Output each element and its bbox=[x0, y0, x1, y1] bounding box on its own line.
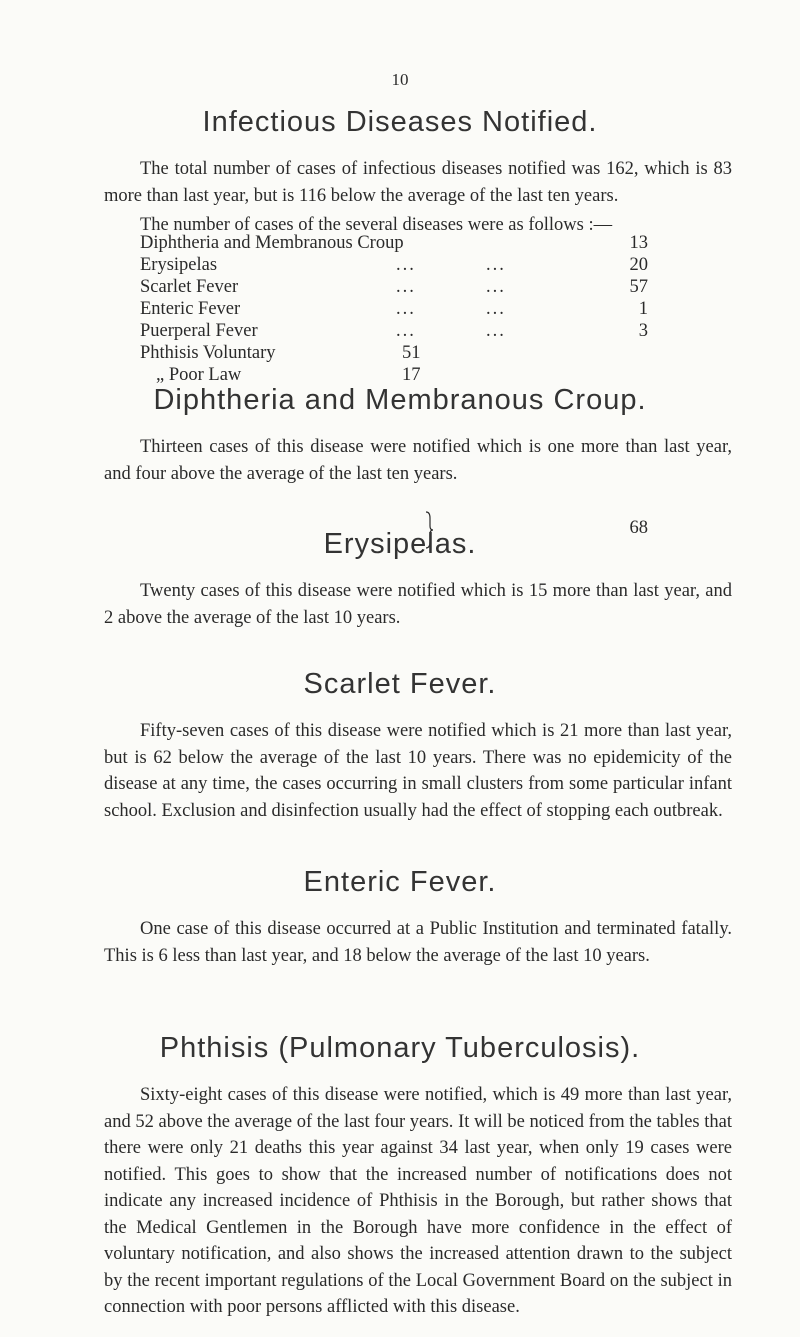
section-heading: Diphtheria and Membranous Croup. bbox=[153, 384, 647, 416]
section-text: One case of this disease occurred at a Public Institution and terminated fatally. This is 6 less than last year, and 18 below the average of the last 10 years. bbox=[104, 919, 732, 966]
section-heading: Enteric Fever. bbox=[303, 866, 497, 898]
section-heading: Erysipelas. bbox=[323, 528, 477, 560]
disease-count: 1 bbox=[638, 299, 648, 319]
subgroup-count: 17 bbox=[402, 365, 421, 385]
table-row bbox=[140, 254, 660, 276]
leader-dots: ... bbox=[396, 299, 416, 319]
disease-count: 3 bbox=[638, 321, 648, 341]
disease-count: 57 bbox=[629, 277, 648, 297]
intro-paragraph: The total number of cases of infectious diseases notified was 162, which is 83 more than last year, but is 116 below the average of the last ten years. bbox=[104, 159, 732, 206]
subgroup-count: 51 bbox=[402, 343, 421, 363]
table-row bbox=[140, 232, 660, 254]
page-number: 10 bbox=[391, 70, 409, 89]
leader-dots: ... bbox=[486, 299, 506, 319]
disease-name: Enteric Fever bbox=[140, 299, 241, 319]
leader-dots: ... bbox=[396, 255, 416, 275]
disease-count: 13 bbox=[629, 233, 648, 253]
section-text: Sixty-eight cases of this disease were notified, which is 49 more than last year, and 52 above the average of the last four years. It will be noticed from the tables that there were only 21 deaths this year against 34 last year, when only 19 cases were notified. This goes to show that the increased number of notifications does not indicate any increased incidence of Phthisis in the Borough, but rather shows that the Medical Gentlemen in the Borough have more confidence in the effect of voluntary notification, and also shows the increased attention drawn to the subject by the recent important regulations of the Local Government Board on the subject in connection with poor persons afflicted with this disease. bbox=[104, 1085, 732, 1317]
table-row bbox=[140, 342, 660, 364]
leader-dots: ... bbox=[486, 321, 506, 341]
group-total: 68 bbox=[629, 518, 648, 538]
list-intro: The number of cases of the several diseases were as follows :— bbox=[140, 215, 613, 235]
leader-dots: ... bbox=[486, 277, 506, 297]
disease-name: Erysipelas bbox=[140, 255, 218, 275]
table-row bbox=[140, 364, 660, 386]
table-row bbox=[140, 320, 660, 342]
section-heading: Phthisis (Pulmonary Tuberculosis). bbox=[159, 1032, 641, 1064]
disease-name: Puerperal Fever bbox=[140, 321, 258, 341]
section-text: Twenty cases of this disease were notified which is 15 more than last year, and 2 above the average of the last 10 years. bbox=[104, 581, 732, 628]
leader-dots: ... bbox=[486, 255, 506, 275]
leader-dots: ... bbox=[396, 321, 416, 341]
section-text: Thirteen cases of this disease were notified which is one more than last year, and four above the average of the last ten years. bbox=[104, 437, 732, 484]
table-row bbox=[140, 298, 660, 320]
disease-count: 20 bbox=[629, 255, 648, 275]
disease-name: Phthisis Voluntary bbox=[140, 343, 276, 363]
section-text: Fifty-seven cases of this disease were notified which is 21 more than last year, but is 62 below the average of the last 10 years. There was no epidemicity of the disease at any time, the cases occurring in small clusters from some particular infant school. Exclusion and disinfection usually had the effect of stopping each outbreak. bbox=[104, 721, 732, 821]
leader-dots: ... bbox=[396, 277, 416, 297]
disease-name: „ Poor Law bbox=[156, 365, 242, 385]
disease-name: Diphtheria and Membranous Croup bbox=[140, 233, 404, 253]
disease-name: Scarlet Fever bbox=[140, 277, 239, 297]
section-heading: Scarlet Fever. bbox=[303, 668, 497, 700]
page-title: Infectious Diseases Notified. bbox=[202, 106, 598, 138]
table-row bbox=[140, 276, 660, 298]
